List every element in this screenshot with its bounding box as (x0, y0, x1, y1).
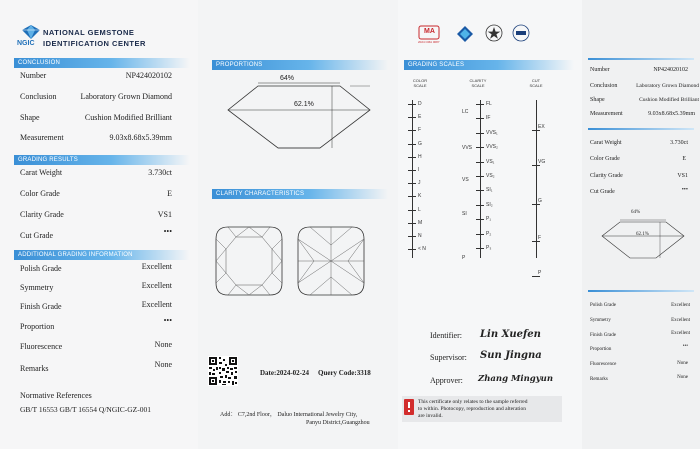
color-scale-tick (408, 196, 416, 197)
fluorescence-value: None (154, 340, 172, 349)
report-date: Date:2024-02-24 (260, 369, 309, 377)
color-scale-tick (408, 144, 416, 145)
section-additional: ADDITIONAL GRADING INFORMATION (14, 250, 190, 260)
cut-grade-label: P (538, 270, 542, 276)
proportion-label: Proportion (20, 322, 55, 331)
supervisor-signature: Sun Jingna (480, 350, 542, 361)
summary-polish-label: Polish Grade (590, 303, 616, 308)
color-grade-label: D (418, 101, 422, 107)
org-name-line2: IDENTIFICATION CENTER (43, 39, 146, 48)
color-scale-tick (408, 170, 416, 171)
approver-signature: Zhang Mingyun (478, 374, 554, 384)
ilac-badge-icon (512, 24, 530, 42)
cut-scale-tick (532, 276, 540, 277)
clarity-group-label: SI (462, 211, 467, 217)
clarity-grade-label: FL (486, 101, 492, 107)
clarity-scale-tick (476, 162, 484, 163)
summary-accent-line (588, 290, 694, 292)
color-scale-tick (408, 223, 416, 224)
summary-shape-label: Shape (590, 97, 605, 103)
clarity-grade-label: SI₁ (486, 187, 493, 194)
carat-value: 3.730ct (148, 168, 172, 177)
color-grade-label: < N (418, 246, 426, 253)
finish-value: Excellent (141, 300, 172, 309)
cut-scale-tick (532, 130, 540, 131)
cut-scale-tick (532, 165, 540, 166)
cut-grade-label: G (538, 198, 542, 204)
cut-scale-line (536, 100, 537, 258)
carat-label: Carat Weight (20, 168, 63, 177)
clarity-grade-label: VS₁ (486, 158, 495, 165)
cut-scale-header: CUT SCALE (529, 78, 543, 88)
color-scale-header: COLOR SCALE (412, 78, 428, 88)
clarity-grade-label: P₁ (486, 216, 492, 223)
summary-accent-line (588, 128, 694, 130)
color-grade-label: E (418, 114, 422, 121)
org-abbr: NGIC (17, 40, 35, 47)
notice-line2: to within. Photocopy, reproduction and alteration (418, 406, 526, 412)
report-panel (0, 0, 198, 449)
scales-panel (398, 0, 582, 449)
summary-finish-label: Finish Grade (590, 333, 616, 338)
address-line1: Add： C7,2nd Floor， Daluo International Jewelry City, (220, 412, 358, 418)
crown-view-diagram (214, 225, 284, 297)
summary-finish: Excellent (671, 331, 690, 336)
summary-accent-line (588, 58, 694, 60)
color-grade-label: H (418, 153, 422, 160)
summary-cut: ••• (681, 187, 688, 193)
clarity-scale-tick (476, 248, 484, 249)
proportions-diagram (220, 70, 380, 155)
section-grading-results: GRADING RESULTS (14, 155, 190, 165)
conclusion-value: Laboratory Grown Diamond (80, 92, 172, 101)
notice-line1: This certificate only relates to the sample referred (418, 399, 528, 405)
summary-shape: Cushion Modified Brilliant (639, 97, 699, 103)
clarity-group-label: VS (462, 177, 469, 183)
diamond-badge-icon (456, 25, 474, 43)
color-value: E (167, 189, 172, 198)
color-grade-label: F (418, 127, 422, 134)
cut-label: Cut Grade (20, 231, 54, 240)
symmetry-label: Symmetry (20, 283, 54, 292)
section-grading-scales: GRADING SCALES (404, 60, 574, 70)
cut-grade-label: EX (538, 124, 545, 130)
org-name-line1: NATIONAL GEMSTONE (43, 28, 135, 37)
summary-proportion: ••• (682, 344, 688, 349)
color-scale-line (412, 100, 413, 258)
notice-box (402, 396, 562, 422)
summary-fluorescence-label: Fluorescence (590, 362, 617, 367)
clarity-scale-tick (476, 118, 484, 119)
summary-proportions-diagram (598, 212, 688, 262)
summary-proportion-label: Proportion (590, 347, 612, 352)
number-label: Number (20, 71, 47, 80)
clarity-scale-tick (476, 133, 484, 134)
references-title: Normative References (20, 391, 92, 400)
clarity-group-label: P (462, 255, 466, 261)
measurement-value: 9.03x8.68x5.39mm (109, 133, 172, 142)
address-line2: Panyu District,Guangzhou (306, 420, 370, 426)
clarity-grade-label: IF (486, 115, 491, 122)
clarity-scale-tick (476, 176, 484, 177)
color-scale-tick (408, 130, 416, 131)
cut-grade-label: VG (538, 159, 546, 165)
clarity-grade-label: P₃ (486, 245, 492, 251)
section-clarity: CLARITY CHARACTERISTICS (212, 189, 388, 199)
shape-label: Shape (20, 113, 40, 122)
table-percent: 64% (280, 75, 295, 82)
clarity-scale-header: CLARITY SCALE (469, 78, 487, 88)
approver-label: Approver: (430, 376, 463, 385)
summary-depth-percent: 62.1% (636, 232, 649, 237)
color-grade-label: L (418, 206, 421, 213)
clarity-scale-tick (476, 190, 484, 191)
polish-value: Excellent (141, 262, 172, 271)
summary-measurement-label: Measurement (590, 111, 623, 117)
clarity-group-label: LC (462, 109, 469, 115)
color-grade-label: N (418, 233, 422, 239)
warning-icon (404, 399, 414, 415)
conclusion-label: Conclusion (20, 92, 57, 101)
diagrams-panel (198, 0, 398, 449)
color-scale-tick (408, 183, 416, 184)
summary-conclusion: Laboratory Grown Diamond (636, 83, 699, 89)
qr-code-icon (208, 356, 238, 386)
identifier-label: Identifier: (430, 331, 462, 340)
clarity-grade-label: VVS₁ (486, 129, 498, 136)
summary-color-label: Color Grade (590, 156, 620, 162)
summary-number: NP424020102 (653, 67, 688, 73)
summary-panel (582, 0, 700, 449)
color-scale-tick (408, 104, 416, 105)
summary-polish: Excellent (671, 303, 690, 308)
color-scale-tick (408, 157, 416, 158)
summary-carat: 3.730ct (670, 140, 688, 146)
summary-clarity-label: Clarity Grade (590, 173, 623, 179)
pavilion-view-diagram (296, 225, 366, 297)
cut-scale-tick (532, 204, 540, 205)
summary-symmetry: Excellent (671, 318, 690, 323)
color-grade-label: G (418, 140, 422, 147)
clarity-scale-tick (476, 104, 484, 105)
summary-color: E (682, 156, 686, 162)
section-proportions: PROPORTIONS (212, 60, 388, 70)
remarks-value: None (154, 360, 172, 369)
clarity-grade-label: P₂ (486, 230, 492, 237)
summary-number-label: Number (590, 67, 610, 73)
query-code: Query Code:3318 (318, 369, 371, 377)
color-scale-tick (408, 117, 416, 118)
summary-conclusion-label: Conclusion (590, 83, 618, 89)
summary-table-percent: 64% (631, 210, 641, 215)
clarity-grade-label: VVS₂ (486, 144, 498, 151)
clarity-scale-tick (476, 234, 484, 235)
proportion-value: ••• (163, 316, 172, 325)
clarity-grade-label: VS₂ (486, 173, 495, 179)
clarity-scale-tick (476, 205, 484, 206)
finish-label: Finish Grade (20, 302, 62, 311)
supervisor-label: Supervisor: (430, 353, 467, 362)
polish-label: Polish Grade (20, 264, 62, 273)
summary-fluorescence: None (677, 361, 688, 366)
identifier-signature: Lin Xuefen (480, 329, 541, 340)
star-badge-icon (485, 24, 503, 42)
cma-badge-sub: 2024 CMA 0087 (418, 40, 440, 44)
fluorescence-label: Fluorescence (20, 342, 63, 351)
color-scale-tick (408, 236, 416, 237)
number-value: NP424020102 (125, 71, 172, 80)
color-scale-tick (408, 249, 416, 250)
color-scale-tick (408, 210, 416, 211)
notice-line3: are invalid. (418, 413, 443, 419)
measurement-label: Measurement (20, 133, 64, 142)
summary-measurement: 9.03x8.68x5.39mm (648, 111, 695, 117)
cma-badge-text: MA (424, 28, 435, 35)
color-grade-label: K (418, 193, 422, 200)
clarity-value: VS1 (157, 210, 172, 219)
summary-symmetry-label: Symmetry (590, 318, 611, 323)
color-label: Color Grade (20, 189, 60, 198)
color-grade-label: J (418, 180, 421, 187)
depth-percent: 62.1% (294, 101, 314, 108)
section-conclusion: CONCLUSION (14, 58, 190, 68)
cut-scale-tick (532, 241, 540, 242)
cut-grade-label: F (538, 235, 542, 241)
clarity-group-label: VVS (462, 145, 473, 151)
summary-remarks: None (677, 375, 688, 380)
clarity-label: Clarity Grade (20, 210, 64, 219)
clarity-scale-tick (476, 219, 484, 220)
references-text: GB/T 16553 GB/T 16554 Q/NGIC-GZ-001 (20, 405, 151, 414)
clarity-grade-label: SI₂ (486, 201, 493, 208)
cut-value: ••• (163, 227, 172, 236)
summary-clarity: VS1 (677, 173, 688, 179)
summary-carat-label: Carat Weight (590, 140, 622, 146)
summary-cut-label: Cut Grade (590, 189, 615, 195)
summary-remarks-label: Remarks (590, 377, 608, 382)
clarity-scale-tick (476, 147, 484, 148)
remarks-label: Remarks (20, 364, 49, 373)
symmetry-value: Excellent (141, 281, 172, 290)
ngic-logo-icon (20, 24, 42, 40)
shape-value: Cushion Modified Brilliant (84, 113, 172, 122)
color-grade-label: M (418, 219, 423, 226)
color-grade-label: I (418, 167, 420, 173)
